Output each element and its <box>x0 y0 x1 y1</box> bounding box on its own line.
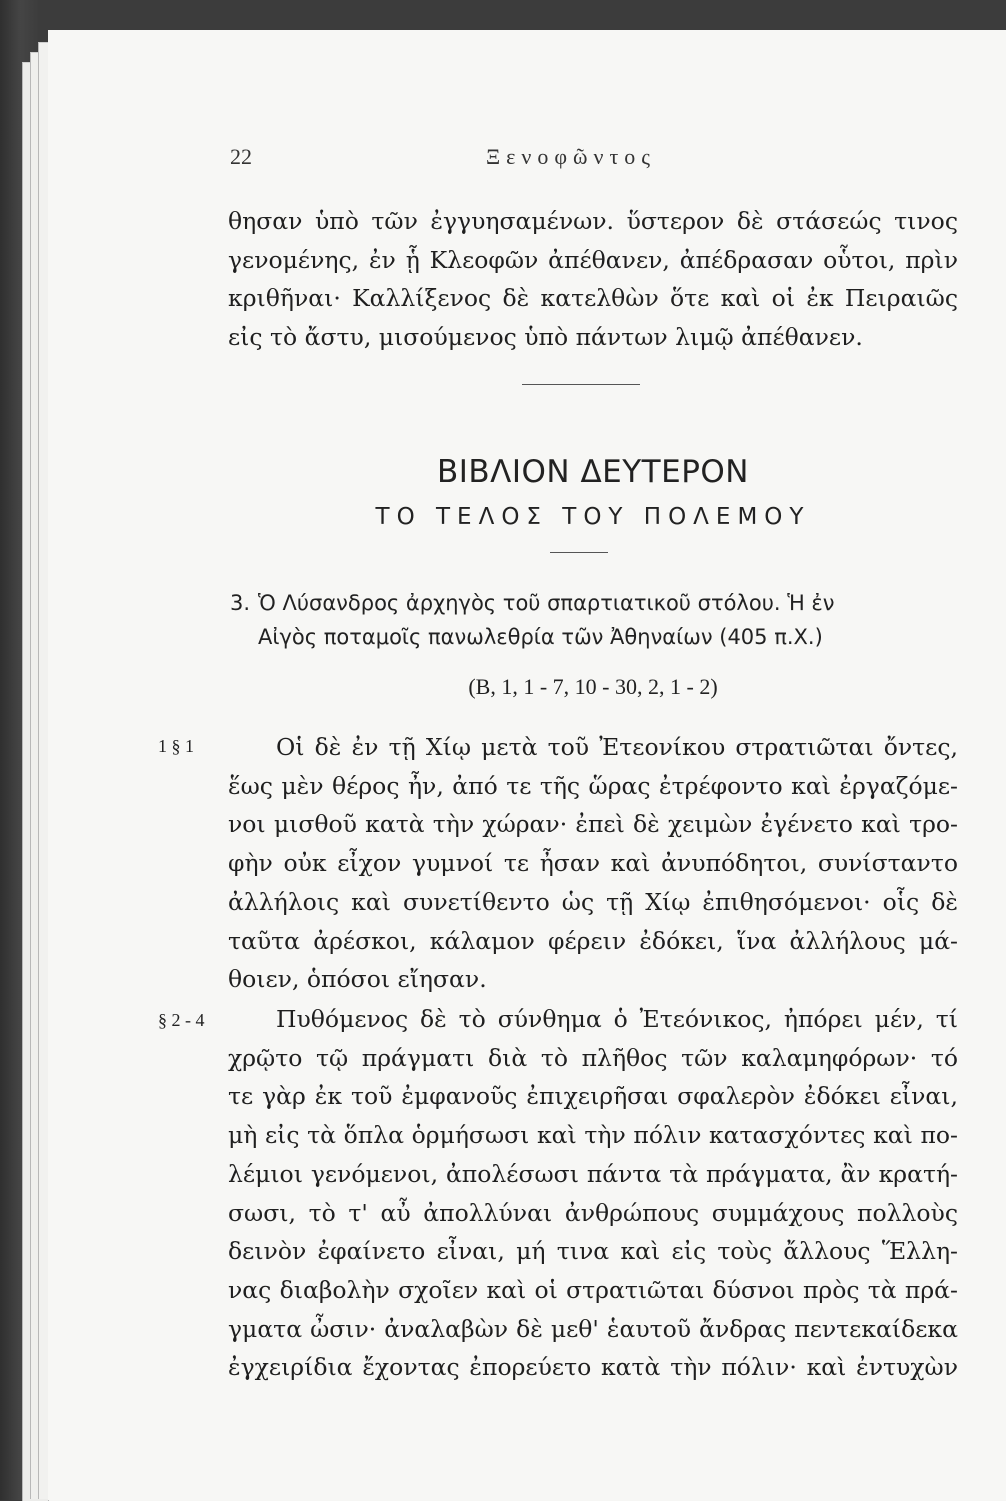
text-line: γενομένης, ἐν ᾗ Κλεοφῶν ἀπέθανεν, ἀπέδρασαν οὗτοι, πρὶν <box>228 245 958 274</box>
book-page <box>48 30 1006 1500</box>
section-marker: § 2 - 4 <box>158 1010 205 1030</box>
text-line: Οἱ δὲ ἐν τῇ Χίῳ μετὰ τοῦ Ἐτεονίκου στρατιῶται ὄντες, <box>276 733 958 761</box>
text-line: νοι μισθοῦ κατὰ τὴν χώραν· ἐπεὶ δὲ χειμὼν ἐγένετο καὶ τρο- <box>228 810 958 839</box>
chapter-reference: (Β, 1, 1 - 7, 10 - 30, 2, 1 - 2) <box>468 674 718 699</box>
chapter-title-line: Αἰγὸς ποταμοῖς πανωλεθρία τῶν Ἀθηναίων (405 π.Χ.) <box>258 625 823 649</box>
text-line: τε γὰρ ἐκ τοῦ ἐμφανοῦς ἐπιχειρῆσαι σφαλερὸν ἐδόκει εἶναι, <box>228 1082 958 1111</box>
book-subtitle: ΤΟ ΤΕΛΟΣ ΤΟΥ ΠΟΛΕΜΟΥ <box>375 504 811 530</box>
text-line: εἰς τὸ ἄστυ, μισούμενος ὑπὸ πάντων λιμῷ ἀπέθανεν. <box>228 323 863 352</box>
section-marker: 1 § 1 <box>158 736 194 756</box>
divider-rule <box>550 552 608 553</box>
top-paragraph <box>228 202 958 357</box>
text-line: σωσι, τὸ τ' αὖ ἀπολλύναι ἀνθρώπους συμμάχους πολλοὺς <box>228 1198 958 1227</box>
text-line: νας διαβολὴν σχοῖεν καὶ οἱ στρατιῶται δύσνοι πρὸς τὰ πρά- <box>228 1275 958 1304</box>
text-line: ἐγχειρίδια ἔχοντας ἐπορεύετο κατὰ τὴν πόλιν· καὶ ἐντυχὼν <box>228 1353 958 1382</box>
text-line: μὴ εἰς τὰ ὅπλα ὁρμήσωσι καὶ τὴν πόλιν κατασχόντες καὶ πο- <box>228 1121 958 1150</box>
divider-rule <box>522 384 640 385</box>
text-line: ταῦτα ἀρέσκοι, κάλαμον φέρειν ἐδόκει, ἵνα ἀλλήλους μά- <box>228 926 958 955</box>
text-line: χρῷτο τῷ πράγματι διὰ τὸ πλῆθος τῶν καλαμηφόρων· τό <box>228 1043 958 1072</box>
text-line: θοιεν, ὁπόσοι εἴησαν. <box>228 965 487 994</box>
section-paragraph <box>228 728 958 999</box>
page-number: 22 <box>230 144 252 169</box>
text-line: φὴν οὐκ εἶχον γυμνοί τε ἦσαν καὶ ἀνυπόδητοι, συνίσταντο <box>228 849 958 878</box>
text-line: λέμιοι γενόμενοι, ἀπολέσωσι πάντα τὰ πράγματα, ἂν κρατή- <box>228 1159 958 1188</box>
running-head: Ξενοφῶντος <box>486 144 657 169</box>
text-line: Πυθόμενος δὲ τὸ σύνθημα ὁ Ἐτεόνικος, ἠπόρει μέν, τί <box>276 1005 958 1033</box>
book-title: ΒΙΒΛΙΟΝ ΔΕΥΤΕΡΟΝ <box>436 454 749 490</box>
text-line: γματα ὦσιν· ἀναλαβὼν δὲ μεθ' ἑαυτοῦ ἄνδρας πεντεκαίδεκα <box>228 1314 958 1343</box>
text-line: θησαν ὑπὸ τῶν ἐγγυησαμένων. ὕστερον δὲ στάσεώς τινος <box>228 207 958 235</box>
page-header <box>230 144 1006 184</box>
text-line: δεινὸν ἐφαίνετο εἶναι, μή τινα καὶ εἰς τοὺς ἄλλους Ἕλλη- <box>228 1237 958 1266</box>
chapter-number: 3. <box>230 591 251 615</box>
section-paragraph <box>228 1000 958 1387</box>
text-line: ἕως μὲν θέρος ἦν, ἀπό τε τῆς ὥρας ἐτρέφοντο καὶ ἐργαζόμε- <box>228 771 958 800</box>
text-line: ἀλλήλοις καὶ συνετίθεντο ὡς τῇ Χίῳ ἐπιθησόμενοι· οἷς δὲ <box>228 887 958 916</box>
chapter-title-line: Ὁ Λύσανδρος ἀρχηγὸς τοῦ σπαρτιατικοῦ στόλου. Ἡ ἐν <box>258 591 835 615</box>
text-line: κριθῆναι· Καλλίξενος δὲ κατελθὼν ὅτε καὶ οἱ ἐκ Πειραιῶς <box>228 284 958 313</box>
